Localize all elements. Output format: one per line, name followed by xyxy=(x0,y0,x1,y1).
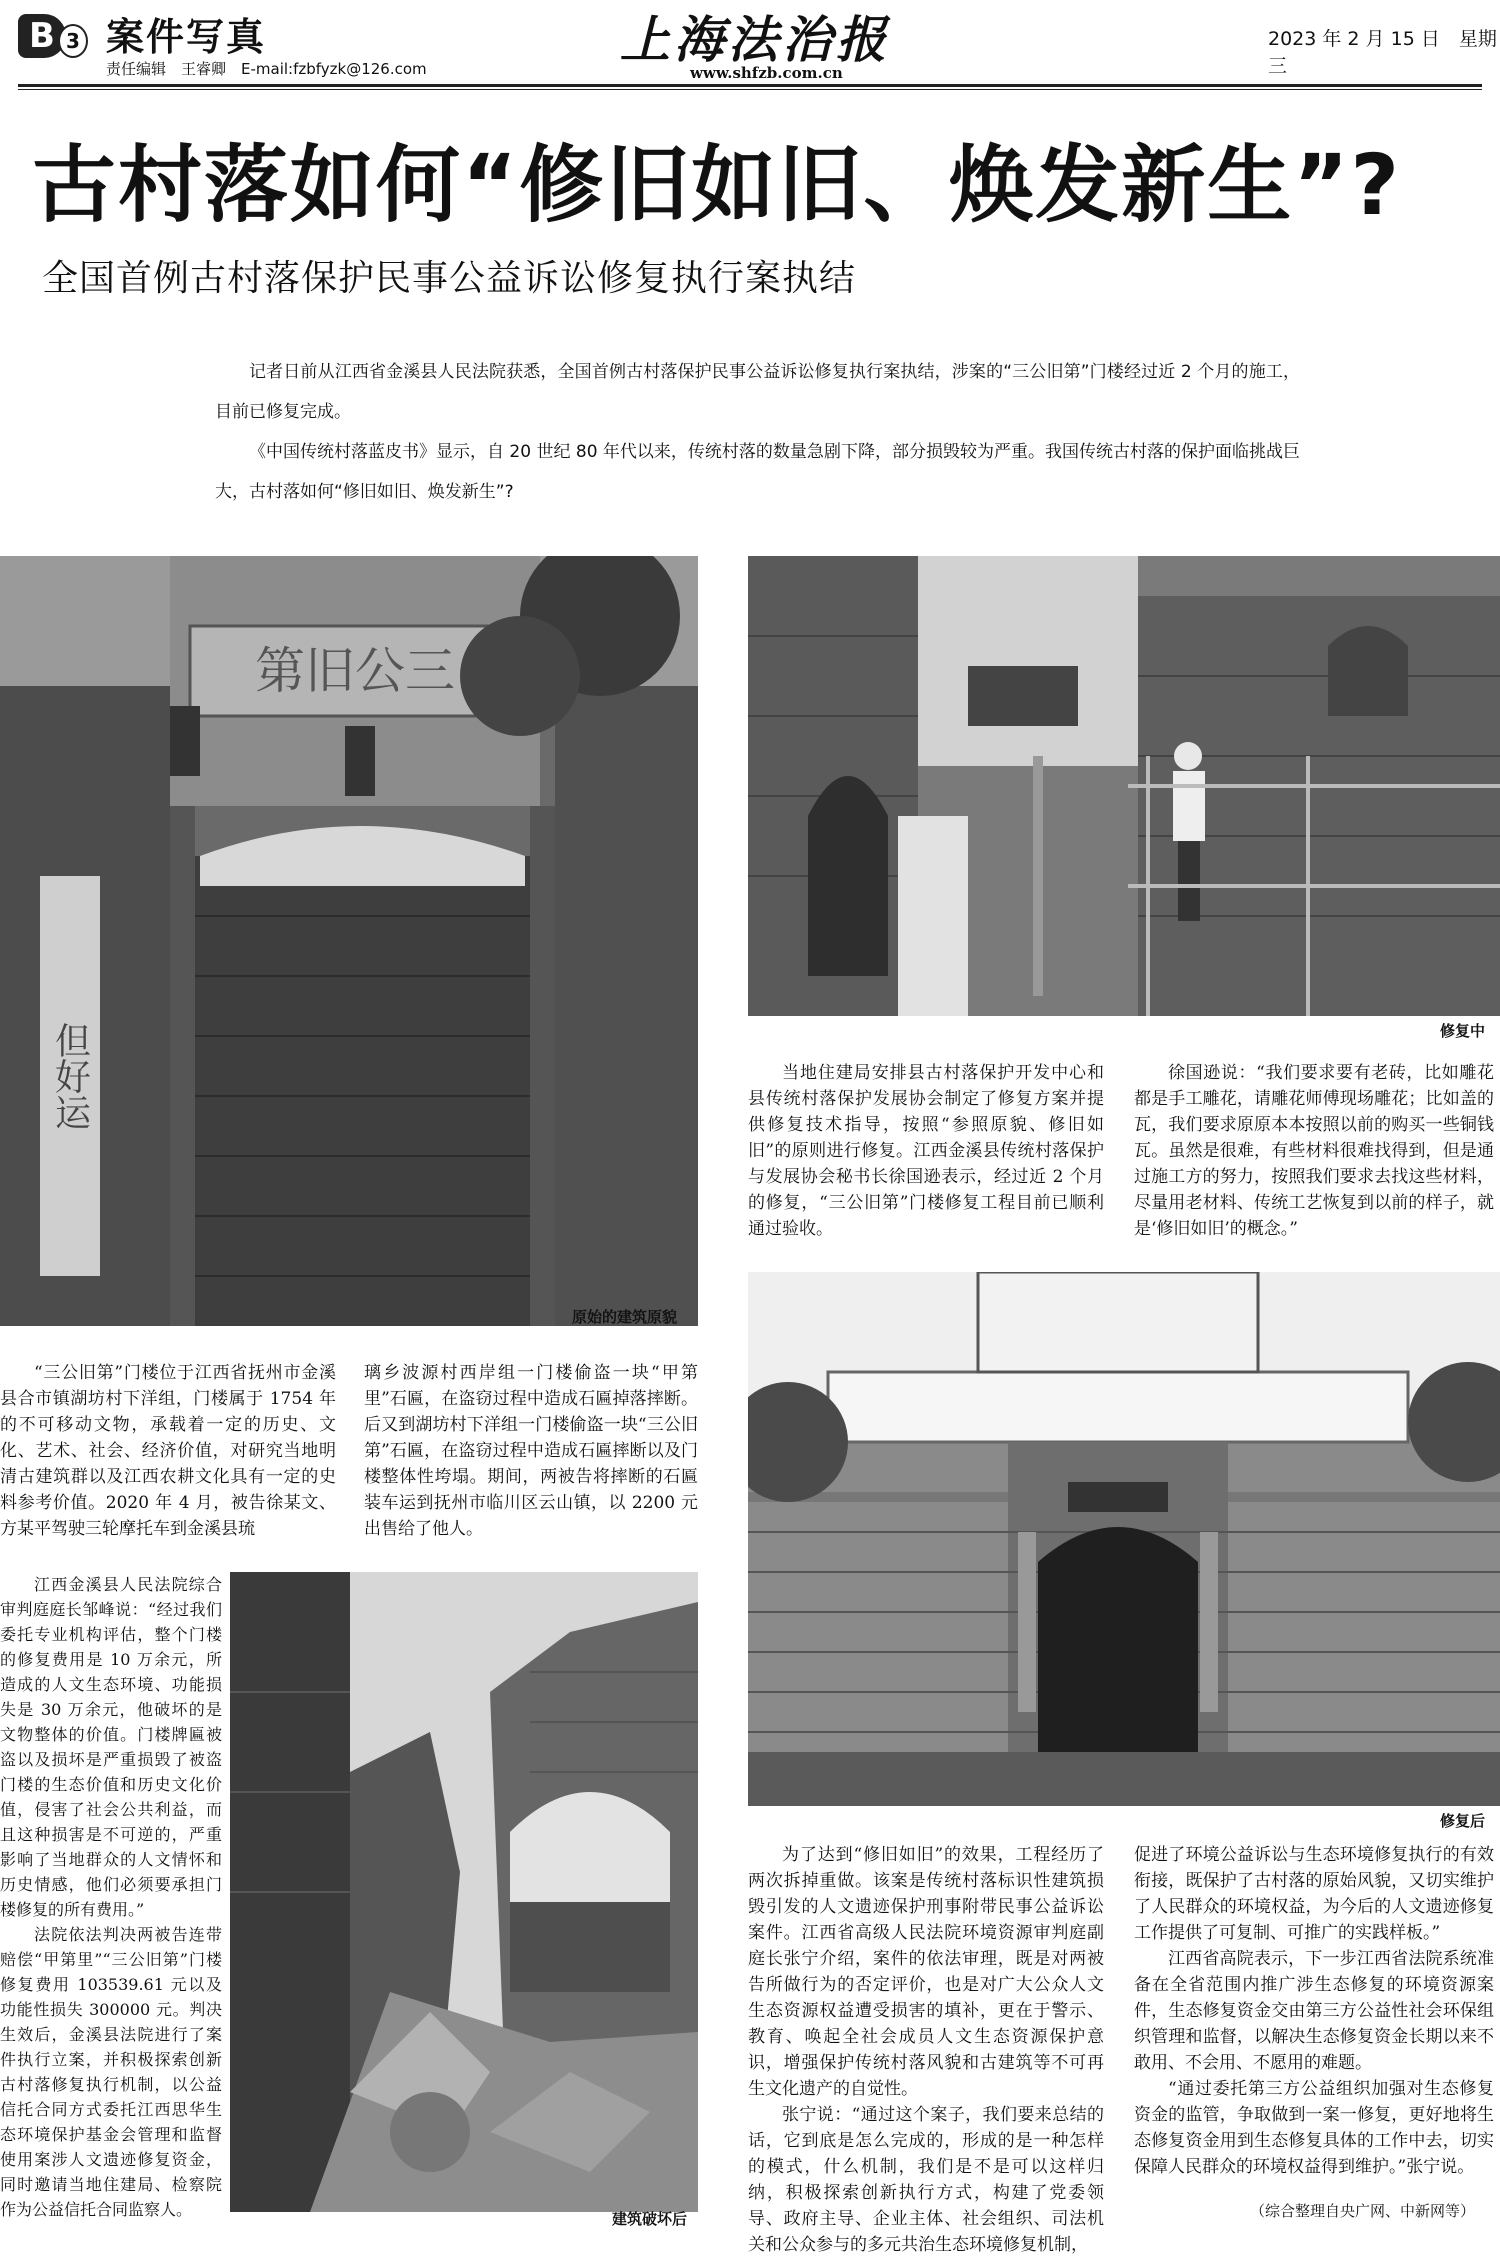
paragraph: 张宁说：“通过这个案子，我们要来总结的话，它到底是怎么完成的，形成的是一种怎样的模式，什么机制，我们是不是可以这样归纳，积极探索创新执行方式，构建了党委领导、政府主导、企业主体、社会组织、司法机关和公众参与的多元共治生态环境修复机制， xyxy=(748,2105,1104,2255)
page-number-badge xyxy=(18,14,84,58)
newspaper-url[interactable]: www.shfzb.com.cn xyxy=(690,64,843,82)
article-column-a xyxy=(0,1360,336,1542)
paragraph: 徐国逊说：“我们要求要有老砖，比如雕花都是手工雕花，请雕花师傅现场雕花；比如盖的瓦，我们要求原原本本按照以前的购买一些铜钱瓦。虽然是很难，有些材料很难找得到，但是通过施工方的努力，按照我们要求去找这些材料，尽量用老材料、传统工艺恢复到以前的样子，就是‘修旧如旧’的概念。” xyxy=(1134,1063,1494,1239)
editor-line: 责任编辑 王睿卿 E-mail:fzbfyzk@126.com xyxy=(106,60,427,78)
paragraph: “三公旧第”门楼位于江西省抚州市金溪县合市镇湖坊村下洋组，门楼属于 1754 年的不可移动文物，承载着一定的历史、文化、艺术、社会、经济价值，对研究当地明清古建筑群以及江西农耕文化具有一定的史料参考价值。2020 年 4 月，被告徐某文、方某平驾驶三轮摩托车到金溪县琉 xyxy=(0,1363,336,1539)
issue-date: 2023 年 2 月 15 日 星期三 xyxy=(1268,28,1497,77)
article-column-d xyxy=(748,1060,1104,1242)
couplet-text: 但好运 xyxy=(49,1022,91,1130)
section-title: 案件写真 xyxy=(106,15,267,59)
paragraph: 当地住建局安排县古村落保护开发中心和县传统村落保护发展协会制定了修复方案并提供修复技术指导，按照“参照原貌、修旧如旧”的原则进行修复。江西金溪县传统村落保护与发展协会秘书长徐国逊表示，经过近 2 个月的修复，“三公旧第”门楼修复工程目前已顺利通过验收。 xyxy=(748,1063,1104,1239)
paragraph: 为了达到“修旧如旧”的效果，工程经历了两次拆掉重做。该案是传统村落标识性建筑损毁引发的人文遗迹保护刑事附带民事公益诉讼案件。江西省高级人民法院环境资源审判庭副庭长张宁介绍，案件的依法审理，既是对两被告所做行为的否定评价，也是对广大公众人文生态资源权益遭受损害的填补，更在于警示、教育、唤起全社会成员人文生态资源保护意识，增强保护传统村落风貌和古建筑等不可再生文化遗产的自觉性。 xyxy=(748,1845,1104,2099)
article-column-b xyxy=(364,1360,698,1542)
lead-paragraphs xyxy=(215,352,1300,512)
photo-damaged-building xyxy=(230,1572,698,2212)
paragraph: “通过委托第三方公益组织加强对生态修复资金的监管，争取做到一案一修复，更好地将生态修复资金用到生态修复具体的工作中去，切实保障人民群众的环境权益得到维护。”张宁说。 xyxy=(1134,2079,1494,2177)
caption-damaged: 建筑破坏后 xyxy=(612,2210,688,2228)
lead-paragraph-1: 记者日前从江西省金溪县人民法院获悉，全国首例古村落保护民事公益诉讼修复执行案执结，涉案的“三公旧第”门楼经过近 2 个月的施工，目前已修复完成。 xyxy=(215,362,1300,422)
lead-paragraph-2: 《中国传统村落蓝皮书》显示，自 20 世纪 80 年代以来，传统村落的数量急剧下降，部分损毁较为严重。我国传统古村落的保护面临挑战巨大，古村落如何“修旧如旧、焕发新生”? xyxy=(215,442,1300,502)
article-column-e xyxy=(1134,1060,1494,1242)
paragraph: 促进了环境公益诉讼与生态环境修复执行的有效衔接，既保护了古村落的原始风貌，又切实维护了人民群众的环境权益，为今后的人文遗迹修复工作提供了可复制、可推广的实践样板。” xyxy=(1134,1845,1494,1943)
paragraph: 江西金溪县人民法院综合审判庭庭长邹峰说：“经过我们委托专业机构评估，整个门楼的修复费用是 10 万余元，所造成的人文生态环境、功能损失是 30 万余元，他破坏的是文物整体的价值。门楼牌匾被盗以及损坏是严重损毁了被盗门楼的生态价值和历史文化价值，侵害了社会公共利益，而且这种损害是不可逆的，严重影响了当地群众的人文情怀和历史情感，他们必须要承担门楼修复的所有费用。” xyxy=(0,1575,222,1919)
caption-repaired: 修复后 xyxy=(1440,1812,1486,1830)
paragraph: 法院依法判决两被告连带赔偿“甲第里”“三公旧第”门楼修复费用 103539.61 元以及功能性损失 300000 元。判决生效后，金溪县法院进行了案件执行立案，并积极探索创新古村落修复执行机制，以公益信托合同方式委托江西思华生态环境保护基金会管理和监督使用案涉人文遗迹修复资金，同时邀请当地住建局、检察院作为公益信托合同监察人。 xyxy=(0,1925,222,2219)
paragraph: 江西省高院表示，下一步江西省法院系统准备在全省范围内推广涉生态修复的环境资源案件，生态修复资金交由第三方公益性社会环保组织管理和监督，以解决生态修复资金长期以来不敢用、不会用、不愿用的难题。 xyxy=(1134,1949,1494,2073)
subheadline: 全国首例古村落保护民事公益诉讼修复执行案执结 xyxy=(42,258,857,299)
newspaper-logo: 上海法治报 xyxy=(620,10,890,69)
photo-original-building xyxy=(0,556,698,1326)
photo-repaired xyxy=(748,1272,1500,1806)
masthead-rule xyxy=(18,84,1482,87)
masthead-rule-thin xyxy=(18,89,1482,90)
plaque-text: 第旧公三 xyxy=(255,642,455,700)
article-column-c xyxy=(0,1572,222,2222)
article-column-f xyxy=(748,1842,1104,2258)
caption-original: 原始的建筑原貌 xyxy=(572,1308,678,1326)
caption-repairing: 修复中 xyxy=(1440,1022,1486,1040)
source-note: （综合整理自央广网、中新网等） xyxy=(1250,2202,1476,2220)
page-letter: B xyxy=(18,14,66,58)
paragraph: 璃乡波源村西岸组一门楼偷盗一块“甲第里”石匾，在盗窃过程中造成石匾掉落摔断。后又到湖坊村下洋组一门楼偷盗一块“三公旧第”石匾，在盗窃过程中造成石匾摔断以及门楼整体性垮塌。期间，两被告将摔断的石匾装车运到抚州市临川区云山镇，以 2200 元出售给了他人。 xyxy=(364,1363,698,1539)
photo-repairing xyxy=(748,556,1500,1016)
headline: 古村落如何“修旧如旧、焕发新生”? xyxy=(32,136,1402,234)
page-num: 3 xyxy=(58,24,88,58)
article-column-g xyxy=(1134,1842,1494,2180)
